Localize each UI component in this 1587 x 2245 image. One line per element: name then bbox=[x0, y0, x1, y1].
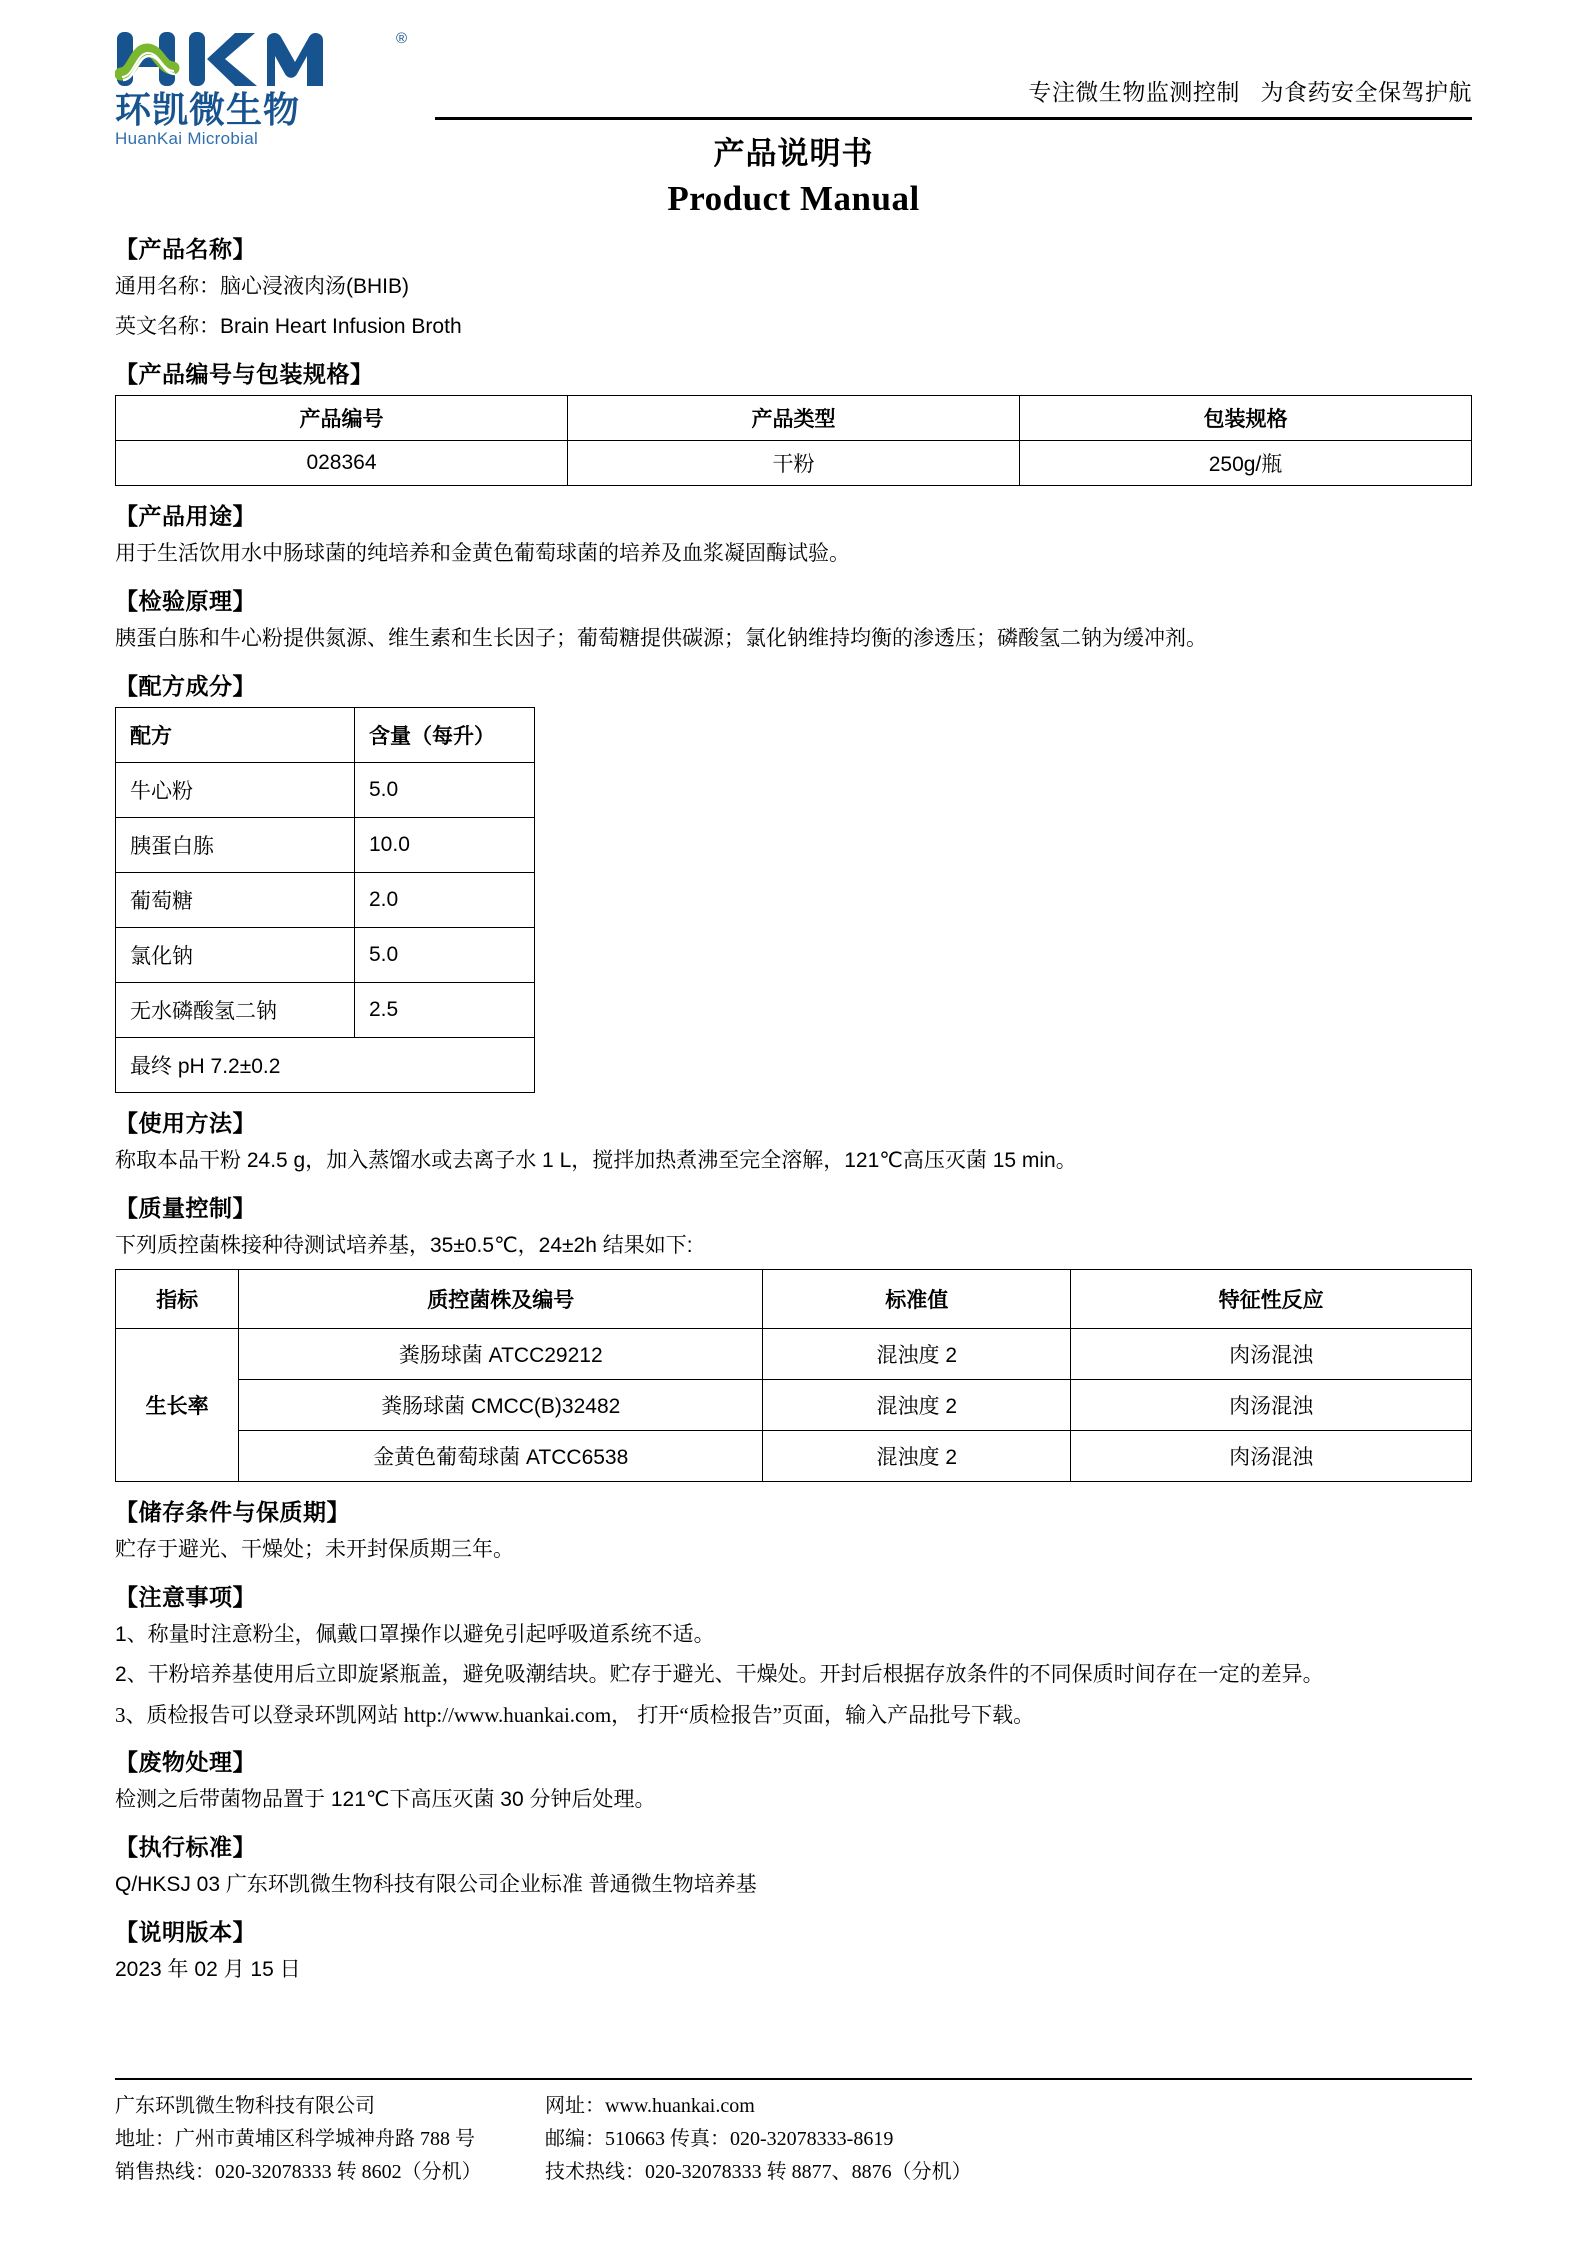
cell-reaction: 肉汤混浊 bbox=[1071, 1431, 1472, 1482]
cell-strain: 粪肠球菌 ATCC29212 bbox=[239, 1329, 763, 1380]
column-header-formula: 配方 bbox=[116, 708, 355, 763]
cell-strain: 金黄色葡萄球菌 ATCC6538 bbox=[239, 1431, 763, 1482]
use-text: 用于生活饮用水中肠球菌的纯培养和金黄色葡萄球菌的培养及血浆凝固酶试验。 bbox=[115, 542, 850, 566]
footer-sales-hotline: 销售热线：020-32078333 转 8602（分机） bbox=[115, 2161, 482, 2183]
page-title-en: Product Manual bbox=[667, 179, 920, 218]
footer-address: 地址：广州市黄埔区科学城神舟路 788 号 bbox=[115, 2128, 475, 2150]
section-heading-waste: 【废物处理】 bbox=[115, 1749, 256, 1776]
company-logo bbox=[115, 28, 415, 148]
version-text: 2023 年 02 月 15 日 bbox=[115, 1958, 301, 1982]
quality-control-table bbox=[115, 1269, 1472, 1482]
product-generic-name: 通用名称：脑心浸液肉汤(BHIB) bbox=[115, 275, 409, 298]
column-header-content-per-liter: 含量（每升） bbox=[355, 708, 535, 763]
cell-reaction: 肉汤混浊 bbox=[1071, 1329, 1472, 1380]
table-row bbox=[116, 818, 535, 873]
section-heading-product-name: 【产品名称】 bbox=[115, 236, 256, 262]
code-package-table bbox=[115, 395, 1472, 486]
formula-table bbox=[115, 707, 535, 1093]
note-item-3: 3、质检报告可以登录环凯网站 http://www.huankai.com， 打开“质检报告”页面，输入产品批号下载。 bbox=[115, 1703, 1035, 1728]
column-header-characteristic-reaction: 特征性反应 bbox=[1071, 1270, 1472, 1329]
hkm-logo-icon bbox=[115, 28, 415, 95]
page-title-cn: 产品说明书 bbox=[713, 136, 874, 171]
header-tagline: 专注微生物监测控制 为食药安全保驾护航 bbox=[1028, 79, 1472, 105]
cell-amount: 10.0 bbox=[355, 818, 535, 873]
table-header-row bbox=[116, 708, 535, 763]
waste-text: 检测之后带菌物品置于 121℃下高压灭菌 30 分钟后处理。 bbox=[115, 1788, 656, 1812]
table-row bbox=[116, 1380, 1472, 1431]
method-text: 称取本品干粉 24.5 g，加入蒸馏水或去离子水 1 L，搅拌加热煮沸至完全溶解，121℃高压灭菌 15 min。 bbox=[115, 1149, 1077, 1173]
cell-ingredient: 牛心粉 bbox=[116, 763, 355, 818]
footer-website: 网址：www.huankai.com bbox=[545, 2095, 755, 2117]
logo-chinese-name: 环凯微生物 bbox=[115, 89, 301, 130]
page-footer bbox=[115, 2078, 1472, 2189]
cell-indicator-growth-rate: 生长率 bbox=[116, 1329, 239, 1482]
header-divider bbox=[435, 117, 1472, 120]
cell-amount: 5.0 bbox=[355, 928, 535, 983]
note-item-2: 2、干粉培养基使用后立即旋紧瓶盖，避免吸潮结块。贮存于避光、干燥处。开封后根据存放条件的不同保质时间存在一定的差异。 bbox=[115, 1663, 1324, 1687]
quality-control-intro: 下列质控菌株接种待测试培养基，35±0.5℃，24±2h 结果如下: bbox=[115, 1234, 693, 1258]
section-heading-method: 【使用方法】 bbox=[115, 1110, 256, 1137]
footer-content bbox=[115, 2090, 1472, 2189]
cell-product-code: 028364 bbox=[116, 441, 568, 486]
column-header-strain: 质控菌株及编号 bbox=[239, 1270, 763, 1329]
cell-final-ph: 最终 pH 7.2±0.2 bbox=[116, 1038, 535, 1093]
table-row bbox=[116, 1329, 1472, 1380]
cell-amount: 2.5 bbox=[355, 983, 535, 1038]
cell-standard-value: 混浊度 2 bbox=[763, 1380, 1071, 1431]
cell-package-spec: 250g/瓶 bbox=[1020, 441, 1472, 486]
footer-tech-hotline: 技术热线：020-32078333 转 8877、8876（分机） bbox=[545, 2161, 972, 2183]
cell-standard-value: 混浊度 2 bbox=[763, 1329, 1071, 1380]
cell-amount: 5.0 bbox=[355, 763, 535, 818]
section-heading-standard: 【执行标准】 bbox=[115, 1834, 256, 1861]
footer-left-column bbox=[115, 2090, 545, 2189]
section-heading-code-package: 【产品编号与包装规格】 bbox=[115, 361, 374, 388]
cell-reaction: 肉汤混浊 bbox=[1071, 1380, 1472, 1431]
column-header-product-type: 产品类型 bbox=[568, 396, 1020, 441]
cell-amount: 2.0 bbox=[355, 873, 535, 928]
cell-strain: 粪肠球菌 CMCC(B)32482 bbox=[239, 1380, 763, 1431]
section-heading-use: 【产品用途】 bbox=[115, 503, 256, 530]
cell-ingredient: 氯化钠 bbox=[116, 928, 355, 983]
hkm-letters-icon bbox=[115, 28, 345, 90]
section-heading-storage: 【储存条件与保质期】 bbox=[115, 1499, 350, 1526]
section-heading-formula: 【配方成分】 bbox=[115, 673, 256, 700]
section-heading-notes: 【注意事项】 bbox=[115, 1584, 256, 1611]
table-row bbox=[116, 928, 535, 983]
table-row bbox=[116, 763, 535, 818]
table-row bbox=[116, 1431, 1472, 1482]
column-header-indicator: 指标 bbox=[116, 1270, 239, 1329]
cell-ingredient: 无水磷酸氢二钠 bbox=[116, 983, 355, 1038]
column-header-product-code: 产品编号 bbox=[116, 396, 568, 441]
registered-trademark-icon: ® bbox=[395, 30, 407, 47]
storage-text: 贮存于避光、干燥处；未开封保质期三年。 bbox=[115, 1538, 514, 1562]
section-heading-quality-control: 【质量控制】 bbox=[115, 1195, 256, 1222]
footer-right-column bbox=[545, 2090, 1472, 2189]
principle-text: 胰蛋白胨和牛心粉提供氮源、维生素和生长因子；葡萄糖提供碳源；氯化钠维持均衡的渗透压；磷酸氢二钠为缓冲剂。 bbox=[115, 627, 1207, 651]
section-heading-version: 【说明版本】 bbox=[115, 1919, 256, 1946]
header-tagline-area bbox=[435, 28, 1472, 124]
footer-postcode-fax: 邮编：510663 传真：020-32078333-8619 bbox=[545, 2128, 894, 2150]
footer-company-name: 广东环凯微生物科技有限公司 bbox=[115, 2095, 375, 2117]
table-row-final-ph bbox=[116, 1038, 535, 1093]
product-english-name: 英文名称：Brain Heart Infusion Broth bbox=[115, 315, 462, 339]
cell-ingredient: 胰蛋白胨 bbox=[116, 818, 355, 873]
logo-english-name: HuanKai Microbial bbox=[115, 128, 259, 148]
cell-ingredient: 葡萄糖 bbox=[116, 873, 355, 928]
section-heading-principle: 【检验原理】 bbox=[115, 588, 256, 615]
column-header-package-spec: 包装规格 bbox=[1020, 396, 1472, 441]
table-row bbox=[116, 441, 1472, 486]
column-header-standard-value: 标准值 bbox=[763, 1270, 1071, 1329]
table-header-row bbox=[116, 1270, 1472, 1329]
footer-divider bbox=[115, 2078, 1472, 2080]
note-item-1: 1、称量时注意粉尘，佩戴口罩操作以避免引起呼吸道系统不适。 bbox=[115, 1623, 715, 1647]
table-row bbox=[116, 873, 535, 928]
table-header-row bbox=[116, 396, 1472, 441]
cell-standard-value: 混浊度 2 bbox=[763, 1431, 1071, 1482]
table-row bbox=[116, 983, 535, 1038]
standard-text: Q/HKSJ 03 广东环凯微生物科技有限公司企业标准 普通微生物培养基 bbox=[115, 1873, 757, 1897]
page-header bbox=[115, 0, 1472, 148]
cell-product-type: 干粉 bbox=[568, 441, 1020, 486]
